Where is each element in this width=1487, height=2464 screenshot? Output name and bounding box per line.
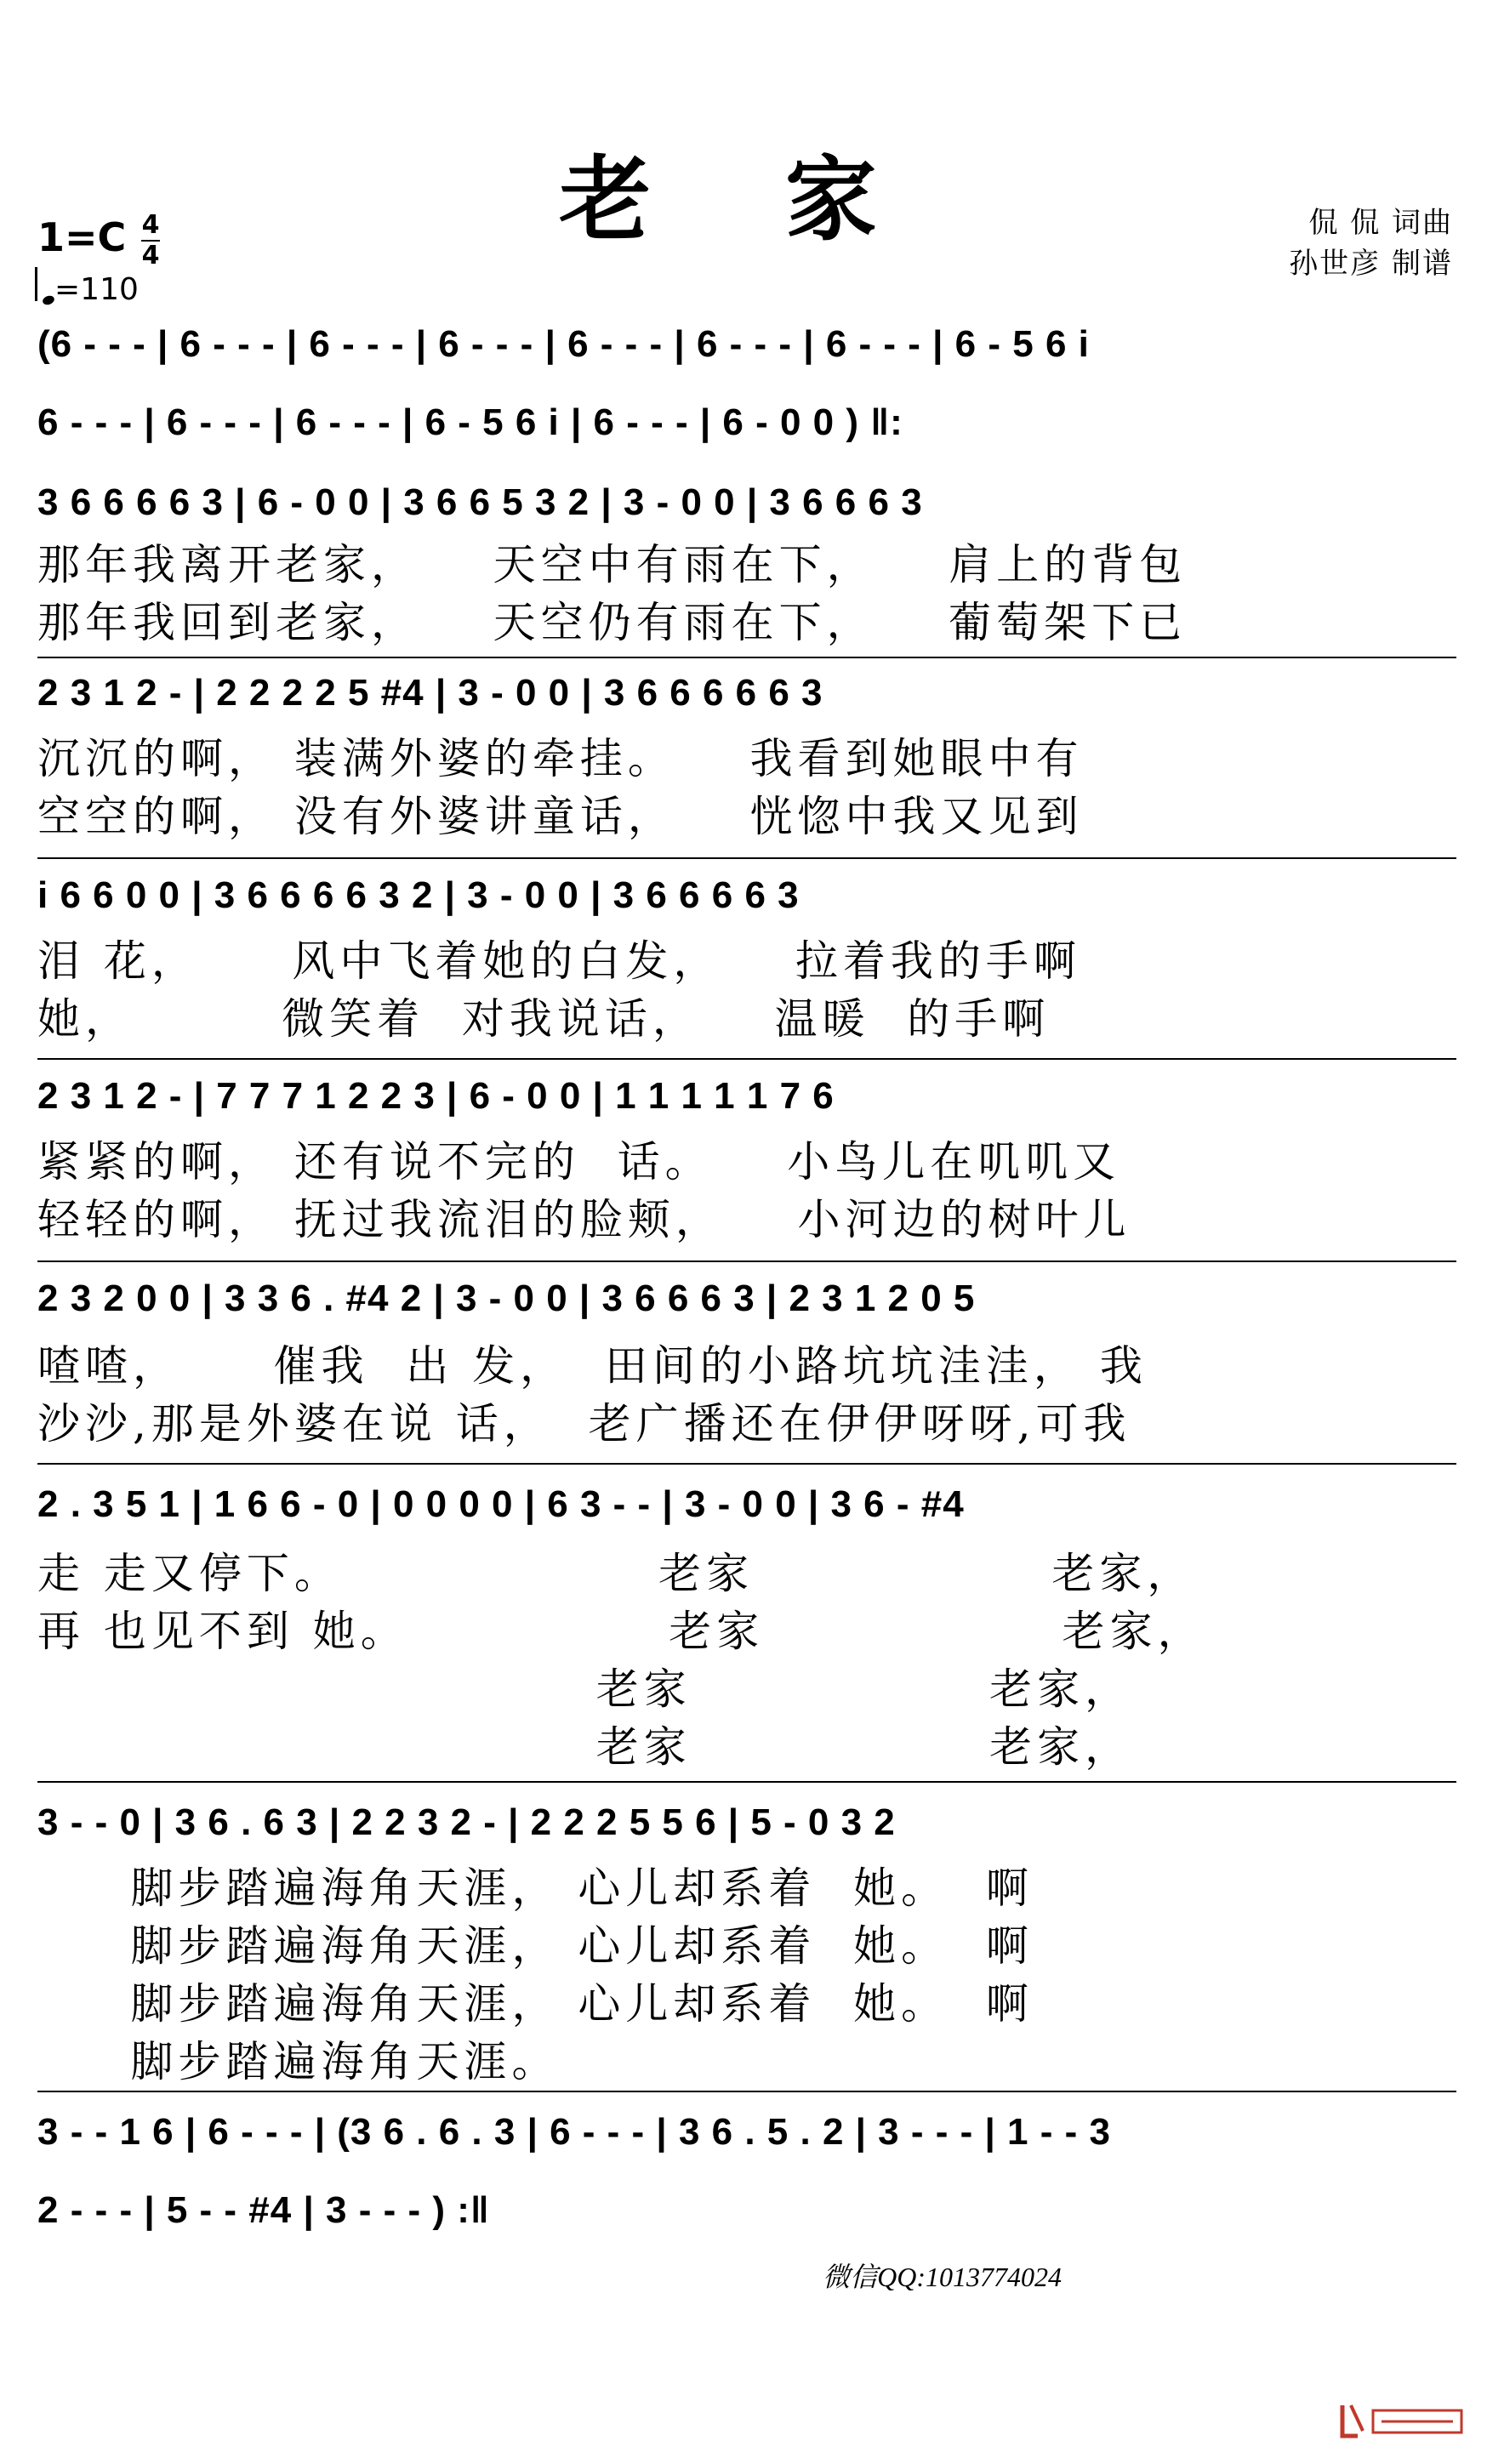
lyric-line: 脚步踏遍海角天涯， 心儿却系着 她。 啊 <box>37 1979 1034 2029</box>
lyric-line: 那年我回到老家， 天空仍有雨在下， 葡萄架下已 <box>37 598 1188 647</box>
lyric-line: 再 也见不到 她。 老家 老家， <box>37 1607 1205 1656</box>
notation-line: i 6 6 0 0 | 3 6 6 6 6 3 2 | 3 - 0 0 | 3 6 6 6 6 3 <box>37 874 800 916</box>
publisher-logo <box>1339 2399 1467 2441</box>
lyric-line: 脚步踏遍海角天涯， 心儿却系着 她。 啊 <box>37 1864 1034 1913</box>
lyric-line: 空空的啊， 没有外婆讲童话， 恍惚中我又见到 <box>37 792 1084 841</box>
lyric-line: 沙沙,那是外婆在说 话， 老广播还在伊伊呀呀,可我 <box>37 1399 1131 1448</box>
song-title: 老 家 <box>559 146 928 253</box>
notation-line: 3 6 6 6 6 3 | 6 - 0 0 | 3 6 6 5 3 2 | 3 - 0 0 | 3 6 6 6 3 <box>37 481 923 523</box>
row-divider <box>37 2091 1456 2092</box>
lyric-line: 喳喳， 催我 出 发， 田间的小路坑坑洼洼， 我 <box>37 1341 1148 1391</box>
meter-bottom: 4 <box>141 241 160 270</box>
credit-words-music: 侃 侃 词曲 <box>1308 206 1453 240</box>
notation-line: 2 3 1 2 - | 7 7 7 1 2 2 3 | 6 - 0 0 | 1 1 1 1 1 7 6 <box>37 1075 835 1117</box>
row-divider <box>37 1463 1456 1465</box>
lyric-line: 泪 花， 风中飞着她的白发， 拉着我的手啊 <box>37 936 1081 986</box>
lyric-line: 脚步踏遍海角天涯， 心儿却系着 她。 啊 <box>37 1921 1034 1971</box>
tempo-marking <box>37 265 139 307</box>
notation-line: 2 3 1 2 - | 2 2 2 2 5 #4 | 3 - 0 0 | 3 6 6 6 6 6 3 <box>37 672 823 714</box>
row-divider <box>37 1781 1456 1783</box>
row-divider <box>37 857 1456 859</box>
time-signature <box>141 211 160 270</box>
notation-line: 3 - - 0 | 3 6 . 6 3 | 2 2 3 2 - | 2 2 2 5 5 6 | 5 - 0 3 2 <box>37 1801 896 1843</box>
notation-line: 3 - - 1 6 | 6 - - - | (3 6 . 6 . 3 | 6 - - - | 3 6 . 5 . 2 | 3 - - - | 1 - - 3 <box>37 2111 1111 2153</box>
lyric-line: 脚步踏遍海角天涯。 <box>37 2037 560 2086</box>
lyric-line: 那年我离开老家， 天空中有雨在下， 肩上的背包 <box>37 540 1188 589</box>
notehead-icon <box>42 294 56 306</box>
contact-info: 微信QQ:1013774024 <box>823 2262 1062 2292</box>
lyric-line: 老家 老家， <box>37 1722 1133 1772</box>
notation-line: 2 3 2 0 0 | 3 3 6 . #4 2 | 3 - 0 0 | 3 6 6 6 3 | 2 3 1 2 0 5 <box>37 1278 976 1319</box>
notation-line: 6 - - - | 6 - - - | 6 - - - | 6 - 5 6 i | 6 - - - | 6 - 0 0 ) ‖: <box>37 401 903 443</box>
row-divider <box>37 1058 1456 1060</box>
lyric-line: 老家 老家， <box>37 1664 1133 1714</box>
lyric-line: 紧紧的啊， 还有说不完的 话。 小鸟儿在叽叽又 <box>37 1137 1121 1186</box>
lyric-line: 沉沉的啊， 装满外婆的牵挂。 我看到她眼中有 <box>37 734 1084 783</box>
meter-top: 4 <box>141 210 160 240</box>
row-divider <box>37 657 1456 658</box>
notation-line: 2 . 3 5 1 | 1 6 6 - 0 | 0 0 0 0 | 6 3 - - | 3 - 0 0 | 3 6 - #4 <box>37 1483 965 1525</box>
lyric-line: 她， 微笑着 对我说话， 温暖 的手啊 <box>37 994 1051 1044</box>
notation-line: 2 - - - | 5 - - #4 | 3 - - - ) :‖ <box>37 2189 490 2231</box>
credit-arranger: 孙世彦 制谱 <box>1289 247 1453 281</box>
notation-line: (6 - - - | 6 - - - | 6 - - - | 6 - - - | 6 - - - | 6 - - - | 6 - - - | 6 - 5 6 i <box>37 323 1090 365</box>
logo-mark-icon <box>1339 2399 1467 2441</box>
row-divider <box>37 1260 1456 1262</box>
key-signature: 1=C <box>37 214 127 260</box>
quarter-note-icon <box>35 267 37 301</box>
tempo-value: =110 <box>54 272 139 307</box>
lyric-line: 走 走又停下。 老家 老家， <box>37 1549 1195 1598</box>
lyric-line: 轻轻的啊， 抚过我流泪的脸颊， 小河边的树叶儿 <box>37 1195 1131 1244</box>
